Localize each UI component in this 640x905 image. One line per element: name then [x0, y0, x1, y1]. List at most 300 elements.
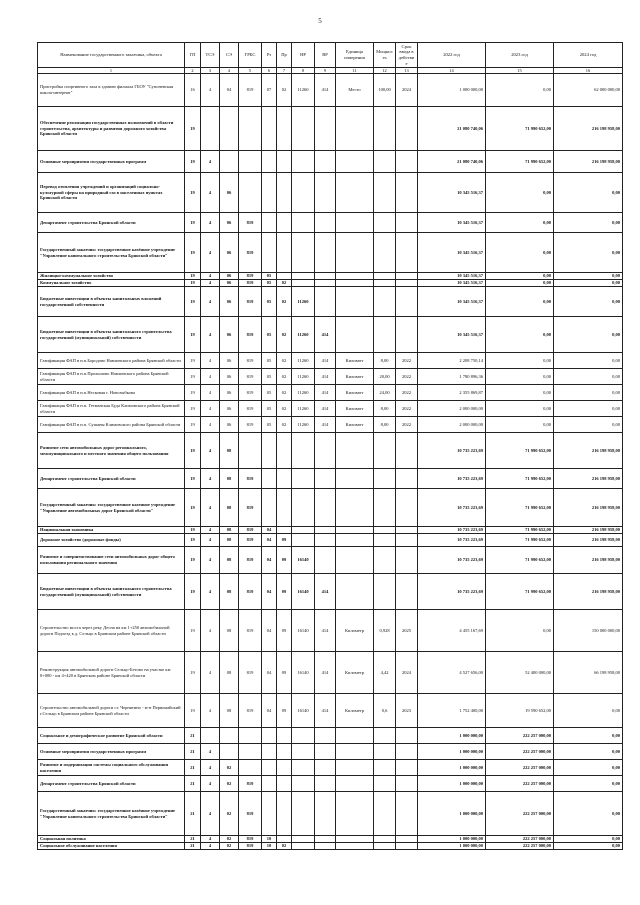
table-cell: Киловатт: [336, 369, 374, 385]
table-cell: 05: [262, 369, 277, 385]
table-cell: 222 257 000,00: [486, 728, 554, 744]
table-cell: 4: [201, 287, 220, 317]
header-cell: 2024 год: [554, 43, 623, 68]
table-cell: [396, 287, 418, 317]
table-cell: 414: [315, 401, 336, 417]
table-cell: [277, 744, 292, 760]
table-cell: [374, 744, 396, 760]
table-cell: [396, 280, 418, 287]
table-cell: [336, 317, 374, 353]
table-cell: 19 590 652,00: [486, 694, 554, 728]
table-cell: 19: [185, 151, 201, 173]
table-cell: [374, 469, 396, 489]
table-cell: 06: [220, 369, 239, 385]
column-number: 5: [239, 68, 262, 74]
table-cell: 21 080 740,06: [418, 107, 486, 151]
table-cell: 08: [220, 527, 239, 534]
table-cell: 11260: [292, 369, 315, 385]
table-cell: [396, 151, 418, 173]
table-cell: 819: [239, 792, 262, 836]
row-name-cell: Государственный заказчик: государственное казённое учреждение "Управление капитального строительства Брянской области": [38, 233, 185, 273]
table-cell: 414: [315, 369, 336, 385]
table-cell: [374, 728, 396, 744]
table-cell: 02: [277, 401, 292, 417]
table-cell: [262, 792, 277, 836]
table-cell: [374, 776, 396, 792]
table-cell: [315, 792, 336, 836]
table-row: [38, 287, 623, 317]
table-cell: 06: [220, 233, 239, 273]
table-cell: [220, 744, 239, 760]
row-name-cell: Строительство моста через реку Десна на км 1+250 автомобильной дороги Подъезд к д. Сельцо в Брянском районе Брянской области: [38, 610, 185, 652]
table-cell: [315, 843, 336, 850]
header-cell: ГРБС: [239, 43, 262, 68]
table-cell: [374, 107, 396, 151]
table-cell: 819: [239, 317, 262, 353]
table-cell: 21: [185, 760, 201, 776]
table-cell: 414: [315, 317, 336, 353]
table-cell: 21: [185, 792, 201, 836]
table-cell: [336, 836, 374, 843]
table-cell: 4: [201, 213, 220, 233]
table-cell: 4: [201, 317, 220, 353]
table-cell: 19: [185, 233, 201, 273]
table-cell: 222 257 000,00: [486, 744, 554, 760]
table-cell: 4: [201, 776, 220, 792]
table-cell: [336, 273, 374, 280]
table-cell: 4: [201, 401, 220, 417]
table-cell: [201, 107, 220, 151]
table-row: [38, 547, 623, 574]
table-cell: [239, 433, 262, 469]
table-cell: [396, 744, 418, 760]
table-cell: 19: [185, 385, 201, 401]
table-cell: 819: [239, 369, 262, 385]
table-row: [38, 417, 623, 433]
table-cell: 4: [201, 433, 220, 469]
table-cell: 11260: [292, 287, 315, 317]
table-cell: [336, 280, 374, 287]
table-cell: 819: [239, 74, 262, 107]
table-cell: 19: [185, 527, 201, 534]
table-cell: [262, 728, 277, 744]
table-cell: 216 198 958,00: [554, 489, 623, 527]
table-cell: 66 198 958,00: [554, 652, 623, 694]
table-cell: 16140: [292, 574, 315, 610]
table-cell: 05: [262, 273, 277, 280]
table-cell: 1 000 000,00: [418, 843, 486, 850]
table-cell: 4: [201, 744, 220, 760]
table-cell: 2 208 750,14: [418, 353, 486, 369]
table-cell: 414: [315, 652, 336, 694]
table-cell: 216 198 958,00: [554, 574, 623, 610]
table-cell: [239, 760, 262, 776]
table-cell: [239, 728, 262, 744]
table-cell: 10 735 223,69: [418, 527, 486, 534]
table-cell: 0,00: [554, 728, 623, 744]
table-cell: 71 990 652,00: [486, 547, 554, 574]
table-cell: 02: [220, 836, 239, 843]
table-cell: 19: [185, 547, 201, 574]
table-cell: 04: [262, 652, 277, 694]
table-cell: 4: [201, 527, 220, 534]
table-cell: [315, 213, 336, 233]
table-cell: [336, 744, 374, 760]
table-cell: [315, 728, 336, 744]
row-name-cell: Дорожное хозяйство (дорожные фонды): [38, 534, 185, 547]
table-cell: [277, 107, 292, 151]
table-cell: 4: [201, 843, 220, 850]
header-cell: Срок ввода в действие: [396, 43, 418, 68]
table-cell: 0,00: [554, 353, 623, 369]
table-cell: 4: [201, 574, 220, 610]
table-cell: 52 400 000,00: [486, 652, 554, 694]
table-cell: [336, 527, 374, 534]
table-cell: [239, 107, 262, 151]
table-cell: [315, 107, 336, 151]
table-cell: 819: [239, 547, 262, 574]
table-cell: 819: [239, 527, 262, 534]
table-cell: [262, 776, 277, 792]
table-cell: [277, 213, 292, 233]
table-cell: 19: [185, 317, 201, 353]
table-cell: 21: [185, 843, 201, 850]
table-cell: [277, 836, 292, 843]
table-cell: 07: [262, 74, 277, 107]
table-cell: 819: [239, 534, 262, 547]
column-number: 14: [418, 68, 486, 74]
table-cell: [374, 151, 396, 173]
table-cell: 4: [201, 385, 220, 401]
table-cell: 19: [185, 213, 201, 233]
column-number: 13: [396, 68, 418, 74]
column-number: 8: [292, 68, 315, 74]
table-cell: 16140: [292, 547, 315, 574]
table-cell: 02: [277, 843, 292, 850]
table-cell: [292, 273, 315, 280]
row-name-cell: Коммунальное хозяйство: [38, 280, 185, 287]
table-cell: 09: [277, 610, 292, 652]
row-name-cell: Пристройка спортивного зала к зданию филиала ГБОУ "Супоневская школа-интернат": [38, 74, 185, 107]
table-cell: 1 780 896,36: [418, 369, 486, 385]
table-cell: 819: [239, 417, 262, 433]
table-cell: [292, 760, 315, 776]
header-cell: НР: [292, 43, 315, 68]
table-cell: [292, 836, 315, 843]
table-cell: 19: [185, 652, 201, 694]
table-cell: 19: [185, 694, 201, 728]
table-cell: 4: [201, 836, 220, 843]
table-cell: 819: [239, 776, 262, 792]
table-cell: [336, 792, 374, 836]
table-row: [38, 610, 623, 652]
table-cell: 819: [239, 836, 262, 843]
table-cell: [315, 760, 336, 776]
table-cell: 19: [185, 369, 201, 385]
table-cell: 08: [220, 694, 239, 728]
table-cell: [315, 233, 336, 273]
table-cell: 10 345 516,37: [418, 273, 486, 280]
table-cell: 19: [185, 610, 201, 652]
row-name-cell: Социальная политика: [38, 836, 185, 843]
table-cell: 0,00: [486, 353, 554, 369]
table-cell: 21: [185, 744, 201, 760]
table-cell: 04: [262, 534, 277, 547]
table-cell: 150 000 000,00: [554, 610, 623, 652]
table-row: [38, 469, 623, 489]
table-cell: 4: [201, 369, 220, 385]
table-cell: [396, 489, 418, 527]
table-cell: 216 198 958,00: [554, 433, 623, 469]
table-cell: 0,00: [486, 610, 554, 652]
table-row: [38, 652, 623, 694]
table-cell: 4: [201, 547, 220, 574]
table-cell: [336, 433, 374, 469]
table-cell: [374, 433, 396, 469]
table-cell: 216 198 958,00: [554, 547, 623, 574]
table-cell: 100,00: [374, 74, 396, 107]
table-cell: 4: [201, 173, 220, 213]
table-cell: [336, 469, 374, 489]
row-name-cell: Департамент строительства Брянской области: [38, 469, 185, 489]
table-cell: 02: [277, 74, 292, 107]
table-cell: [336, 287, 374, 317]
table-cell: 19: [185, 489, 201, 527]
table-cell: 04: [220, 74, 239, 107]
table-cell: 19: [185, 401, 201, 417]
table-cell: [277, 728, 292, 744]
column-number: 1: [38, 68, 185, 74]
table-cell: 819: [239, 287, 262, 317]
table-cell: 19: [185, 417, 201, 433]
table-cell: [374, 173, 396, 213]
table-cell: 08: [220, 547, 239, 574]
table-cell: [220, 151, 239, 173]
column-number: 16: [554, 68, 623, 74]
row-name-cell: Бюджетные инвестиции в объекты капитального строительства государственной (муниципальной) собственности: [38, 317, 185, 353]
header-cell: 2023 год: [486, 43, 554, 68]
table-row: [38, 433, 623, 469]
table-cell: 02: [277, 369, 292, 385]
table-cell: [396, 534, 418, 547]
header-cell: СЭ: [220, 43, 239, 68]
table-cell: 4: [201, 652, 220, 694]
table-cell: 0,00: [554, 273, 623, 280]
header-cell: Рз: [262, 43, 277, 68]
table-cell: 71 990 652,00: [486, 469, 554, 489]
table-cell: 1 000 000,00: [418, 744, 486, 760]
table-cell: 06: [220, 273, 239, 280]
table-cell: 819: [239, 694, 262, 728]
table-cell: 4: [201, 469, 220, 489]
table-cell: [336, 547, 374, 574]
table-cell: 06: [220, 280, 239, 287]
table-cell: [374, 233, 396, 273]
table-cell: [396, 469, 418, 489]
header-row: [38, 43, 623, 68]
table-cell: 10 735 223,69: [418, 489, 486, 527]
row-name-cell: Государственный заказчик: государственное казённое учреждение "Управление капитального строительства Брянской области": [38, 792, 185, 836]
table-cell: [292, 151, 315, 173]
column-number: 2: [185, 68, 201, 74]
table-cell: 05: [262, 385, 277, 401]
table-cell: [262, 213, 277, 233]
row-name-cell: Жилищно-коммунальное хозяйство: [38, 273, 185, 280]
table-cell: 71 990 652,00: [486, 574, 554, 610]
column-number: 15: [486, 68, 554, 74]
row-name-cell: Департамент строительства Брянской области: [38, 213, 185, 233]
table-cell: 819: [239, 233, 262, 273]
table-cell: 19: [185, 534, 201, 547]
table-row: [38, 574, 623, 610]
table-cell: [396, 836, 418, 843]
table-cell: 2022: [396, 353, 418, 369]
table-cell: 04: [262, 610, 277, 652]
table-cell: [315, 527, 336, 534]
row-name-cell: Бюджетные инвестиции в объекты капитальных вложений государственной собственности: [38, 287, 185, 317]
table-cell: 4: [201, 534, 220, 547]
table-cell: 10 735 223,69: [418, 534, 486, 547]
table-cell: 819: [239, 401, 262, 417]
page-number: 5: [318, 17, 322, 25]
table-cell: 4: [201, 792, 220, 836]
table-cell: 02: [277, 287, 292, 317]
table-row: [38, 836, 623, 843]
table-cell: [277, 527, 292, 534]
table-cell: Киловатт: [336, 385, 374, 401]
table-cell: [374, 317, 396, 353]
header-cell: ВР: [315, 43, 336, 68]
table-cell: [396, 843, 418, 850]
table-row: [38, 317, 623, 353]
table-cell: [292, 280, 315, 287]
table-cell: 19: [185, 353, 201, 369]
table-cell: [315, 280, 336, 287]
table-cell: [336, 760, 374, 776]
table-row: [38, 489, 623, 527]
table-cell: [336, 776, 374, 792]
table-cell: 02: [277, 280, 292, 287]
table-row: [38, 213, 623, 233]
table-cell: Киловатт: [336, 401, 374, 417]
table-cell: [374, 527, 396, 534]
table-cell: 0,00: [554, 760, 623, 776]
table-cell: [262, 744, 277, 760]
table-cell: 0,00: [486, 233, 554, 273]
table-cell: [315, 287, 336, 317]
table-cell: [396, 792, 418, 836]
table-cell: 10 345 516,37: [418, 317, 486, 353]
table-cell: [262, 469, 277, 489]
table-cell: 0,00: [554, 843, 623, 850]
table-cell: [292, 433, 315, 469]
table-cell: [262, 173, 277, 213]
table-cell: 414: [315, 417, 336, 433]
table-cell: 0,00: [486, 213, 554, 233]
table-cell: [239, 744, 262, 760]
table-cell: [374, 836, 396, 843]
table-cell: [374, 489, 396, 527]
table-cell: 16140: [292, 610, 315, 652]
table-cell: 819: [239, 385, 262, 401]
table-cell: 04: [262, 574, 277, 610]
table-cell: 4: [201, 760, 220, 776]
row-name-cell: Социальное обслуживание населения: [38, 843, 185, 850]
table-cell: 11260: [292, 317, 315, 353]
row-name-cell: Департамент строительства Брянской области: [38, 776, 185, 792]
table-cell: 0,00: [554, 417, 623, 433]
table-cell: [292, 527, 315, 534]
table-cell: 09: [277, 694, 292, 728]
table-cell: 4: [201, 353, 220, 369]
table-cell: [292, 469, 315, 489]
row-name-cell: Основные мероприятия государственных программ: [38, 151, 185, 173]
table-cell: [336, 534, 374, 547]
table-cell: 0,00: [486, 273, 554, 280]
table-cell: 2023: [396, 694, 418, 728]
table-cell: 0,00: [486, 401, 554, 417]
table-row: [38, 385, 623, 401]
table-cell: 1 000 000,00: [418, 836, 486, 843]
table-cell: 0,00: [554, 173, 623, 213]
table-cell: 06: [220, 385, 239, 401]
table-cell: [336, 574, 374, 610]
table-cell: 02: [220, 776, 239, 792]
table-cell: 06: [220, 353, 239, 369]
table-cell: [336, 107, 374, 151]
table-cell: 08: [220, 574, 239, 610]
table-cell: [315, 744, 336, 760]
table-cell: 2 000 000,00: [418, 417, 486, 433]
table-cell: [292, 534, 315, 547]
table-cell: [315, 273, 336, 280]
table-cell: 05: [262, 353, 277, 369]
table-cell: 216 198 958,00: [554, 107, 623, 151]
row-name-cell: Газификация ФАП в н.п. Сушаны Климовского района Брянской области: [38, 417, 185, 433]
table-cell: [315, 836, 336, 843]
row-name-cell: Газификация ФАП в н.п.Бородово Навлинского района Брянской области: [38, 353, 185, 369]
table-cell: 10 735 223,69: [418, 574, 486, 610]
header-cell: Мощность: [374, 43, 396, 68]
table-cell: [336, 843, 374, 850]
table-cell: 21 080 740,06: [418, 151, 486, 173]
table-cell: 222 257 000,00: [486, 792, 554, 836]
table-cell: 19: [185, 287, 201, 317]
table-cell: 1 752 400,00: [418, 694, 486, 728]
row-name-cell: Реконструкция автомобильной дороги Сельцо-Бетово на участке км 0+000 - км 4+420 в Брянском районе Брянской области: [38, 652, 185, 694]
table-cell: Километр: [336, 694, 374, 728]
table-cell: 62 000 000,00: [554, 74, 623, 107]
table-row: [38, 369, 623, 385]
table-cell: 2 000 000,00: [418, 401, 486, 417]
table-cell: 819: [239, 213, 262, 233]
column-number: 4: [220, 68, 239, 74]
table-cell: 1 000 000,00: [418, 74, 486, 107]
table-cell: 71 990 652,00: [486, 534, 554, 547]
table-cell: [277, 489, 292, 527]
table-cell: 4: [201, 273, 220, 280]
table-cell: 11260: [292, 74, 315, 107]
table-cell: [374, 547, 396, 574]
table-cell: 05: [262, 317, 277, 353]
table-cell: 10 345 516,37: [418, 287, 486, 317]
table-cell: [292, 489, 315, 527]
table-cell: 216 198 958,00: [554, 527, 623, 534]
table-cell: 11260: [292, 417, 315, 433]
table-cell: 4: [201, 280, 220, 287]
table-row: [38, 744, 623, 760]
table-cell: 05: [262, 280, 277, 287]
